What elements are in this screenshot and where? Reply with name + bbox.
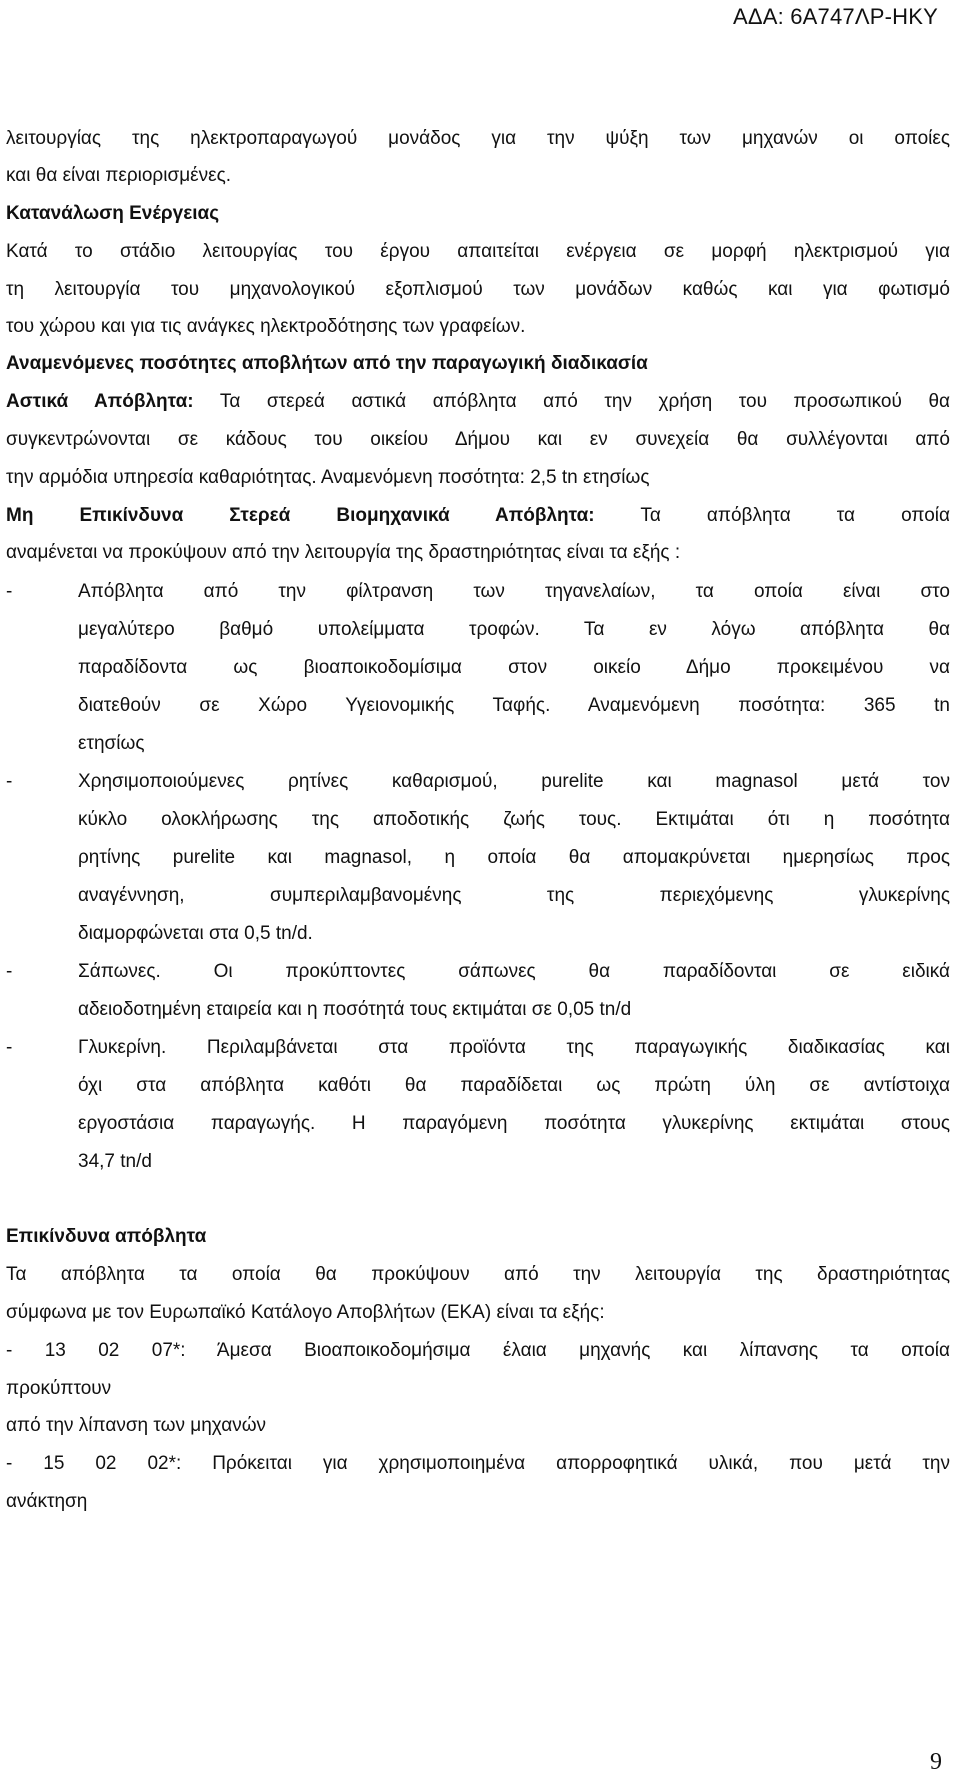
text-line: από την λίπανση των μηχανών [6,1415,267,1436]
list-item-line: διατεθούν σε Χώρο Υγειονομικής Ταφής. Αναμενόμενη ποσότητα: 365 tn [78,695,950,716]
list-dash: - [6,771,13,792]
text-line: λειτουργίας της ηλεκτροπαραγωγού μονάδος για την ψύξη των μηχανών οι οποίες [6,128,950,149]
list-item-line: Χρησιμοποιούμενες ρητίνες καθαρισμού, purelite και magnasol μετά τον [78,771,950,792]
list-item-line: Σάπωνες. Οι προκύπτοντες σάπωνες θα παραδίδονται σε ειδικά [78,961,950,982]
page-number: 9 [930,1749,942,1775]
text-line: προκύπτουν [6,1378,112,1399]
text-line [6,390,950,414]
text-line: σύμφωνα με τον Ευρωπαϊκό Κατάλογο Αποβλήτων (ΕΚΑ) είναι τα εξής: [6,1302,605,1323]
list-item-line: Γλυκερίνη. Περιλαμβάνεται στα προϊόντα της παραγωγικής διαδικασίας και [78,1037,950,1058]
inline-text: Τα απόβλητα τα οποία [594,505,950,526]
list-item-line: αδειοδοτημένη εταιρεία και η ποσότητά τους εκτιμάται σε 0,05 tn/d [78,999,632,1020]
list-item-line: 34,7 tn/d [78,1151,152,1172]
text-line: και θα είναι περιορισμένες. [6,165,232,186]
list-item-line: Απόβλητα από την φίλτρανση των τηγανελαίων, τα οποία είναι στο [78,581,950,602]
text-line: την αρμόδια υπηρεσία καθαριότητας. Αναμενόμενη ποσότητα: 2,5 tn ετησίως [6,467,650,488]
list-item-line: παραδίδοντα ως βιοαποικοδομίσιμα στον οικείο Δήμο προκειμένου να [78,657,950,678]
text-line: Τα απόβλητα τα οποία θα προκύψουν από την λειτουργία της δραστηριότητας [6,1264,950,1285]
inline-label: Αστικά Απόβλητα: [6,391,194,412]
list-item-line: εργοστάσια παραγωγής. Η παραγόμενη ποσότητα γλυκερίνης εκτιμάται στους [78,1113,950,1134]
text-line: τη λειτουργία του μηχανολογικού εξοπλισμού των μονάδων καθώς και για φωτισμό [6,279,950,300]
inline-text: Τα στερεά αστικά απόβλητα από την χρήση του προσωπικού θα [193,391,950,412]
list-dash: - [6,581,13,602]
list-item-line: ετησίως [78,733,145,754]
ada-code: ΑΔΑ: 6Α747ΛΡ-ΗΚΥ [732,4,938,29]
text-line: αναμένεται να προκύψουν από την λειτουργία της δραστηριότητας είναι τα εξής : [6,542,681,563]
list-dash: - [6,1037,13,1058]
text-line [6,504,950,528]
text-line: ανάκτηση [6,1491,88,1512]
section-heading-waste: Αναμενόμενες ποσότητες αποβλήτων από την παραγωγική διαδικασία [6,353,648,374]
text-line: συγκεντρώνονται σε κάδους του οικείου Δήμου και εν συνεχεία θα συλλέγονται από [6,429,950,450]
list-item-line: διαμορφώνεται στα 0,5 tn/d. [78,923,313,944]
list-item-line: όχι στα απόβλητα καθότι θα παραδίδεται ως πρώτη ύλη σε αντίστοιχα [78,1075,950,1096]
text-line: Κατά το στάδιο λειτουργίας του έργου απαιτείται ενέργεια σε μορφή ηλεκτρισμού για [6,241,950,262]
list-item-line: ρητίνης purelite και magnasol, η οποία θα απομακρύνεται ημερησίως προς [78,847,950,868]
inline-label: Μη Επικίνδυνα Στερεά Βιομηχανικά Απόβλητα: [6,505,595,526]
list-item-line: κύκλο ολοκλήρωσης της αποδοτικής ζωής τους. Εκτιμάται ότι η ποσότητα [78,809,950,830]
section-heading-energy: Κατανάλωση Ενέργειας [6,203,220,224]
list-item-line: αναγέννηση, συμπεριλαμβανομένης της περιεχόμενης γλυκερίνης [78,885,950,906]
text-line: - 13 02 07*: Άμεσα Βιοαποικοδομήσιμα έλαια μηχανής και λίπανσης τα οποία [6,1340,950,1361]
text-line: του χώρου και για τις ανάγκες ηλεκτροδότησης των γραφείων. [6,316,526,337]
list-dash: - [6,961,13,982]
list-item-line: μεγαλύτερο βαθμό υπολείμματα τροφών. Τα εν λόγω απόβλητα θα [78,619,950,640]
section-heading-hazardous: Επικίνδυνα απόβλητα [6,1226,207,1247]
text-line: - 15 02 02*: Πρόκειται για χρησιμοποιημένα απορροφητικά υλικά, που μετά την [6,1453,950,1474]
